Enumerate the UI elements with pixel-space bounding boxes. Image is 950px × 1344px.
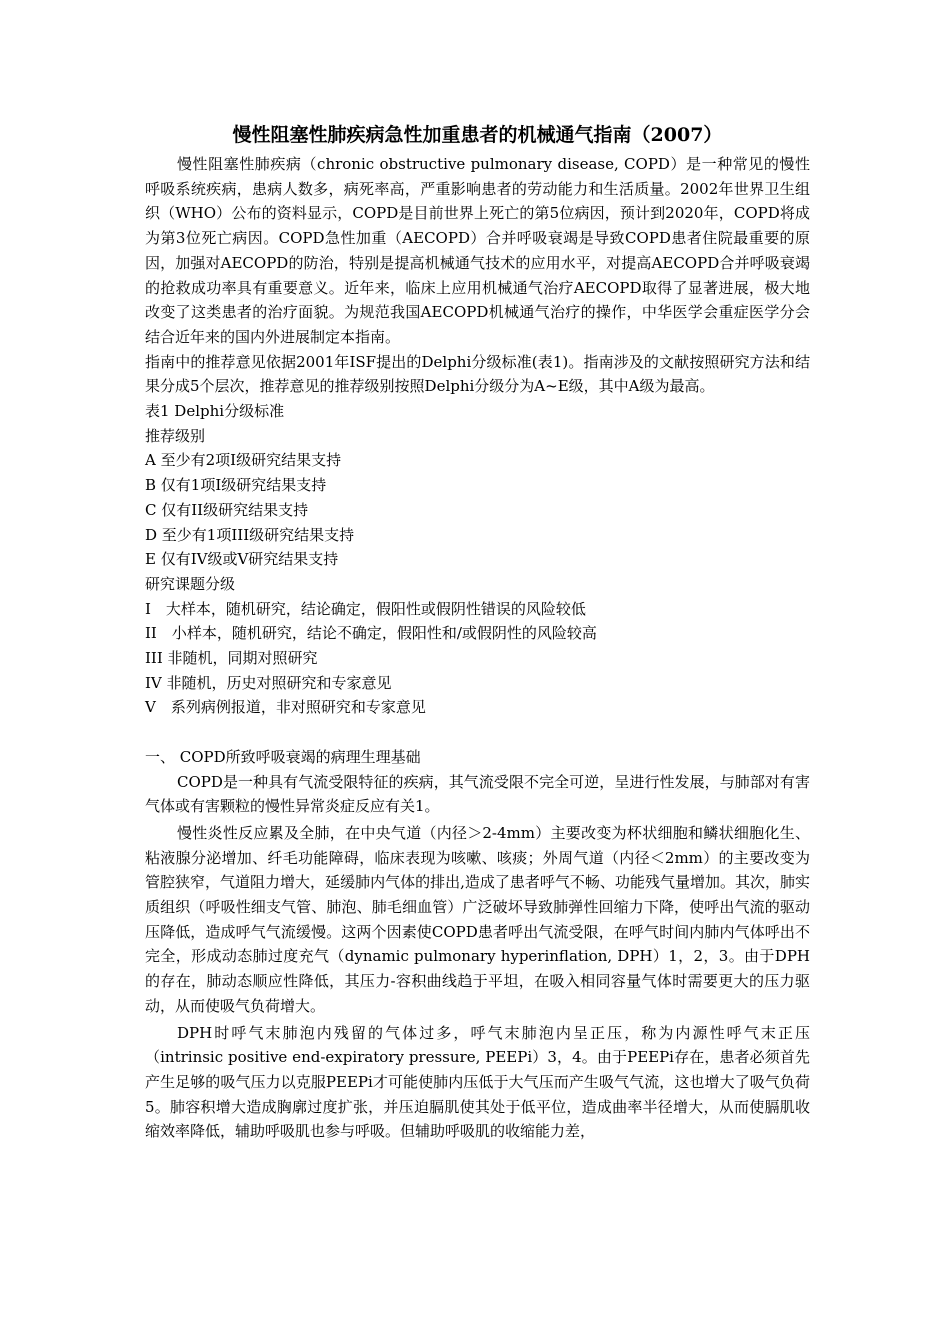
blank-line	[145, 720, 810, 745]
document-body	[145, 152, 810, 1144]
section-heading: 一、 COPD所致呼吸衰竭的病理生理基础	[145, 747, 421, 766]
level-item: III 非随机，同期对照研究	[145, 649, 318, 668]
grade-item: C 仅有II级研究结果支持	[145, 500, 309, 519]
level-item: V 系列病例报道，非对照研究和专家意见	[145, 698, 426, 717]
grade-item: E 仅有IV级或V研究结果支持	[145, 550, 339, 569]
level-item: I 大样本，随机研究，结论确定，假阳性或假阴性错误的风险较低	[145, 599, 586, 618]
document-page	[145, 118, 810, 1144]
grade-item: A 至少有2项I级研究结果支持	[145, 451, 342, 470]
table-caption: 表1 Delphi分级标准	[145, 402, 285, 421]
grade-heading: 推荐级别	[145, 426, 206, 445]
level-item: IV 非随机，历史对照研究和专家意见	[145, 673, 392, 692]
grade-item: B 仅有1项I级研究结果支持	[145, 476, 327, 495]
grade-item: D 至少有1项III级研究结果支持	[145, 525, 355, 544]
document-title: 慢性阻塞性肺疾病急性加重患者的机械通气指南（2007）	[232, 124, 723, 146]
level-heading: 研究课题分级	[145, 574, 236, 593]
section-paragraph: DPH时呼气末肺泡内残留的气体过多，呼气末肺泡内呈正压，称为内源性呼气末正压（intrinsic positive end-expiratory pressure, PEEPi）3，4。由于PEEPi存在，患者必须首先产生足够的吸气压力以克服PEEPi才可能使肺内压低于大气压而产生吸气气流，这也增大了吸气负荷5。肺容积增大造成胸廓过度扩张，并压迫膈肌使其处于低平位，造成曲率半径增大，从而使膈肌收缩效率降低，辅助呼吸肌也参与呼吸。但辅助呼吸肌的收缩能力差，	[145, 1023, 810, 1141]
section-paragraph: COPD是一种具有气流受限特征的疾病，其气流受限不完全可逆，呈进行性发展，与肺部对有害气体或有害颗粒的慢性异常炎症反应有关1。	[145, 772, 810, 816]
level-item: II 小样本，随机研究，结论不确定，假阳性和/或假阴性的风险较高	[145, 624, 597, 643]
intro-paragraph: 慢性阻塞性肺疾病（chronic obstructive pulmonary disease, COPD）是一种常见的慢性呼吸系统疾病，患病人数多，病死率高，严重影响患者的劳动能力和生活质量。2002年世界卫生组织（WHO）公布的资料显示，COPD是目前世界上死亡的第5位病因，预计到2020年，COPD将成为第3位死亡病因。COPD急性加重（AECOPD）合并呼吸衰竭是导致COPD患者住院最重要的原因，加强对AECOPD的防治，特别是提高机械通气技术的应用水平，对提高AECOPD合并呼吸衰竭的抢救成功率具有重要意义。近年来，临床上应用机械通气治疗AECOPD取得了显著进展，极大地改变了这类患者的治疗面貌。为规范我国AECOPD机械通气治疗的操作，中华医学会重症医学分会结合近年来的国内外进展制定本指南。	[145, 155, 810, 346]
section-paragraph: 慢性炎性反应累及全肺，在中央气道（内径＞2-4mm）主要改变为杯状细胞和鳞状细胞化生、粘液腺分泌增加、纤毛功能障碍，临床表现为咳嗽、咳痰；外周气道（内径＜2mm）的主要改变为管腔狭窄，气道阻力增大，延缓肺内气体的排出,造成了患者呼气不畅、功能残气量增加。其次，肺实质组织（呼吸性细支气管、肺泡、肺毛细血管）广泛破坏导致肺弹性回缩力下降，使呼出气流的驱动压降低，造成呼气气流缓慢。这两个因素使COPD患者呼出气流受限，在呼气时间内肺内气体呼出不完全，形成动态肺过度充气（dynamic pulmonary hyperinflation, DPH）1，2，3。由于DPH的存在，肺动态顺应性降低，其压力-容积曲线趋于平坦，在吸入相同容量气体时需要更大的压力驱动，从而使吸气负荷增大。	[145, 823, 810, 1015]
recommendation-paragraph: 指南中的推荐意见依据2001年ISF提出的Delphi分级标准(表1)。指南涉及的文献按照研究方法和结果分成5个层次，推荐意见的推荐级别按照Delphi分级分为A~E级，其中A级为最高。	[145, 352, 810, 396]
